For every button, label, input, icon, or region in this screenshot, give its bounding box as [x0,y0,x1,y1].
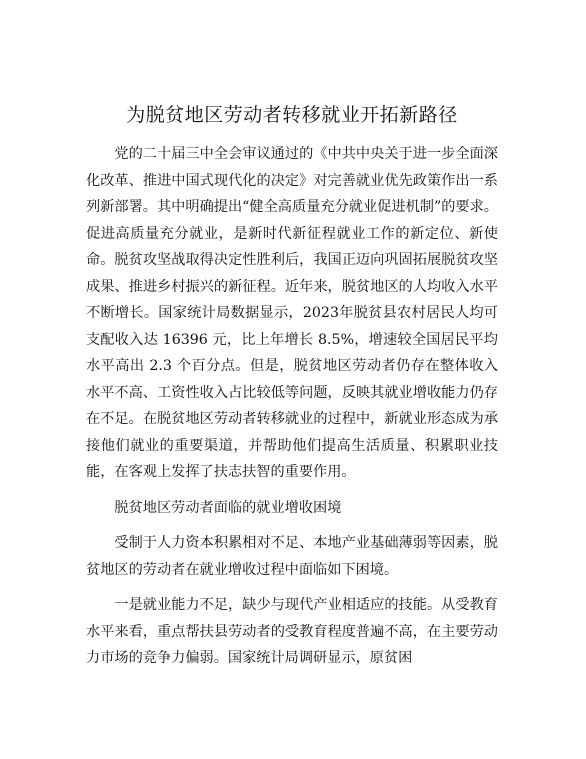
document-title: 为脱贫地区劳动者转移就业开拓新路径 [126,104,458,126]
section-paragraph: 一是就业能力不足，缺少与现代产业相适应的技能。从受教育水平来看，重点帮扶县劳动者的受教育程度普遍不高，在主要劳动力市场的竞争力偏弱。国家统计局调研显示，原贫困 [86,597,498,666]
section-subheading: 脱贫地区劳动者面临的就业增收困境 [114,499,342,516]
section-paragraph: 受制于人力资本积累相对不足、本地产业基础薄弱等因素，脱贫地区的劳动者在就业增收过程中面临如下困境。 [86,535,498,578]
document-page [86,101,498,681]
intro-paragraph: 党的二十届三中全会审议通过的《中共中央关于进一步全面深化改革、推进中国式现代化的决定》对完善就业优先政策作出一系列新部署。其中明确提出“健全高质量充分就业促进机制”的要求。促进高质量充分就业，是新时代新征程就业工作的新定位、新使命。脱贫攻坚战取得决定性胜利后，我国正迈向巩固拓展脱贫攻坚成果、推进乡村振兴的新征程。近年来，脱贫地区的人均收入水平不断增长。国家统计局数据显示，2023年脱贫县农村居民人均可支配收入达 16396 元，比上年增长 8.5%，增速较全国居民平均水平高出 2.3 个百分点。但是，脱贫地区劳动者仍存在整体收入水平不高、工资性收入占比较低等问题，反映其就业增收能力仍存在不足。在脱贫地区劳动者转移就业的过程中，新就业形态成为承接他们就业的重要渠道，并帮助他们提高生活质量、积累职业技能，在客观上发挥了扶志扶智的重要作用。 [86,146,498,480]
